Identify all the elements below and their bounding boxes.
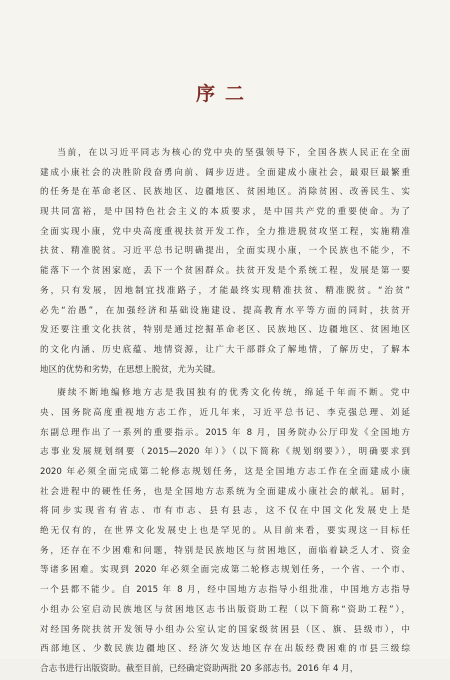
paragraph-line: 等诸多困难。实现到 2020 年必须全面完成第二轮修志规划任务，一个省、一个市、 [40, 565, 410, 576]
paragraph-line: 地区的优势和劣势，在思想上脱贫，尤为关键。 [40, 364, 221, 375]
paragraph-line: 务，还存在不少困难和问题，特别是民族地区与贫困地区，面临着缺乏人才、资金 [40, 545, 410, 556]
paragraph [40, 144, 410, 380]
paragraph-line: 一个县都不能少。自 2015 年 8 月，经中国地方志指导小组批准，中国地方志指导 [40, 585, 410, 596]
paragraph-line: 发还要注重文化扶贫，特别是通过挖掘革命老区、民族地区、边疆地区、贫困地区 [40, 325, 410, 336]
paragraph-line: 必先“治愚”，在加强经济和基础设施建设、提高教育水平等方面的同时，扶贫开 [40, 305, 410, 316]
paragraph-line: 对经国务院扶贫开发领导小组办公室认定的国家级贫困县（区、旗、县级市），中 [40, 624, 410, 635]
paragraph-line: 合志书进行出版资助。截至目前，已经确定资助两批 20 多部志书。2016 年 4 月， [40, 663, 359, 674]
paragraph-line: 西部地区、少数民族边疆地区、经济欠发达地区存在出版经费困难的市县三级综 [40, 644, 410, 655]
paragraph-line: 能落下一个贫困家庭，丢下一个贫困群众。扶贫开发是个系统工程，发展是第一要 [40, 266, 410, 277]
paragraph-line: 建成小康社会的决胜阶段奋勇向前、阔步迈进。全面建成小康社会，最艰巨最繁重 [40, 167, 410, 178]
paragraph-line: 2020 年必须全面完成第二轮修志规划任务，这是全国地方志工作在全面建成小康 [40, 467, 410, 477]
paragraph-line: 的任务是在革命老区、民族地区、边疆地区、贫困地区。消除贫困、改善民生、实 [40, 187, 410, 198]
paragraph [40, 384, 410, 679]
paragraph-line: 当前，在以习近平同志为核心的党中央的坚强领导下，全国各族人民正在全面 [57, 148, 410, 158]
paragraph-line: 赓续不断地编修地方志是我国独有的优秀文化传统，绵延千年而不断。党中 [57, 388, 410, 399]
paragraph-line: 的文化内涵、历史底蕴、地情资源，让广大干部群众了解地情，了解历史，了解本 [40, 344, 410, 355]
paragraph-line: 扶贫、精准脱贫。习近平总书记明确提出，全面实现小康，一个民族也不能少，不 [40, 246, 410, 257]
paragraph-line: 全面实现小康，党中央高度重视扶贫开发工作，全力推进脱贫攻坚工程，实施精准 [40, 226, 410, 237]
paragraph-line: 现共同富裕，是中国特色社会主义的本质要求，是中国共产党的重要使命。为了 [40, 207, 410, 218]
paragraph-line: 东副总理作出了一系列的重要指示。2015 年 8 月，国务院办公厅印发《全国地方 [40, 427, 410, 438]
paragraph-line: 志事业发展规划纲要（2015—2020 年）》（以下简称《规划纲要》），明确要求到 [40, 447, 410, 458]
paragraph-line: 务，只有发展，因地制宜找准路子，才能最终实现精准扶贫、精准脱贫。“治贫” [40, 285, 410, 296]
document-body [40, 144, 410, 680]
paragraph-line: 社会进程中的硬性任务，也是全国地方志系统为全面建成小康社会的献礼。届时， [40, 486, 410, 497]
paragraph-line: 绝无仅有的，在世界文化发展史上也是罕见的。从目前来看，要实现这一目标任 [40, 526, 410, 537]
paragraph-line: 央、国务院高度重视地方志工作，近几年来，习近平总书记、李克强总理、刘延 [40, 407, 410, 418]
paragraph-line: 小组办公室启动民族地区与贫困地区志书出版资助工程（以下简称“资助工程”）， [40, 604, 410, 615]
page-title: 序二 [195, 83, 254, 105]
paragraph-line: 将同步实现省有省志、市有市志、县有县志，这不仅在中国文化发展史上是 [40, 506, 410, 517]
